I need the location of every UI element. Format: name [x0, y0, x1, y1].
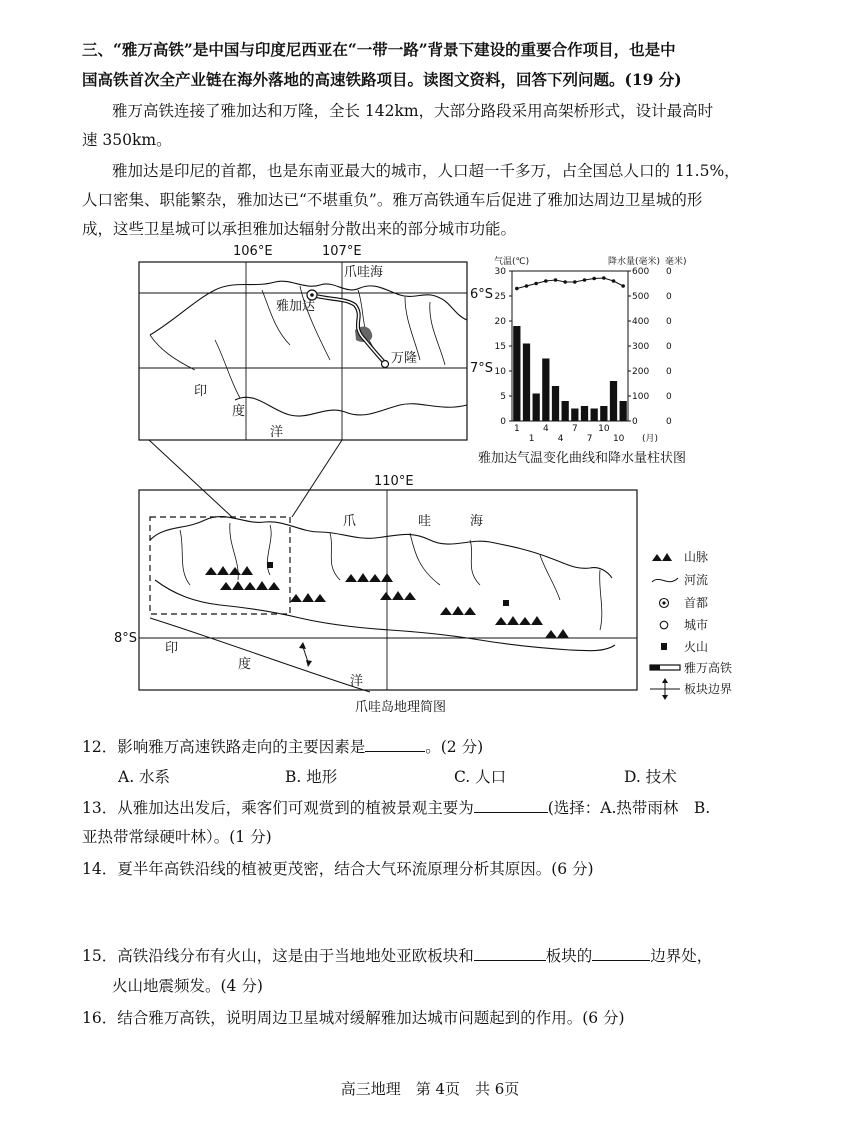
- question-15: [82, 944, 712, 966]
- precip-tick-zero: 0: [666, 267, 672, 277]
- question-13: [82, 796, 710, 818]
- x-tick-label-row2: 1: [528, 434, 535, 444]
- answer-blank-15b[interactable]: [592, 946, 650, 961]
- precip-tick-label: 300: [632, 342, 650, 352]
- temp-tick-label: 10: [494, 367, 506, 377]
- inset-lon1: 106°E: [233, 244, 273, 259]
- temp-point: [563, 280, 567, 284]
- paragraph1-line2: 速 350km。: [82, 131, 172, 149]
- inset-lon2: 107°E: [322, 244, 362, 259]
- temp-point: [544, 279, 548, 283]
- inset-ocean1: 印: [194, 384, 208, 399]
- precip-tick-label: 600: [632, 267, 650, 277]
- x-tick-label: 7: [571, 424, 578, 434]
- precip-tick-label: 200: [632, 367, 650, 377]
- temp-line: [517, 278, 623, 289]
- city-symbol: [382, 361, 389, 368]
- question-12-tail: 。(2 分): [425, 738, 484, 756]
- answer-blank-12[interactable]: [365, 737, 425, 752]
- section-title-line1: 三、“雅万高铁”是中国与印度尼西亚在“一带一路”背景下建设的重要合作项目，也是中: [82, 40, 676, 59]
- section-title-line2: 国高铁首次全产业链在海外落地的高速铁路项目。读图文资料，回答下列问题。(19 分): [82, 70, 682, 89]
- temp-point: [592, 277, 596, 281]
- inset-city2: 万隆: [391, 351, 418, 366]
- temp-point: [525, 284, 529, 288]
- x-tick-label-row2: 7: [586, 434, 593, 444]
- precip-tick-label: 400: [632, 317, 650, 327]
- main-ocean1: 印: [165, 641, 179, 656]
- temp-tick-label: 15: [494, 342, 506, 352]
- map-legend: [650, 550, 732, 700]
- temp-point: [583, 278, 587, 282]
- legend-plate-boundary: 板块边界: [684, 682, 733, 696]
- main-ocean3: 洋: [350, 674, 364, 689]
- option-12-c[interactable]: C. 人口: [454, 768, 507, 786]
- answer-blank-13[interactable]: [474, 798, 548, 813]
- main-sea3: 海: [470, 514, 484, 529]
- temp-point: [573, 280, 577, 284]
- precip-tick-zero: 0: [666, 392, 672, 402]
- precip-bar: [571, 409, 578, 422]
- option-12-b[interactable]: B. 地形: [285, 768, 338, 786]
- answer-blank-15a[interactable]: [474, 946, 546, 961]
- temp-point: [554, 278, 558, 282]
- legend-mountain: 山脉: [684, 550, 709, 564]
- legend-volcano: 火山: [684, 640, 709, 654]
- question-14: 14．夏半年高铁沿线的植被更茂密，结合大气环流原理分析其原因。(6 分): [82, 860, 594, 878]
- precip-bar: [600, 406, 607, 421]
- precip-bar: [620, 401, 627, 421]
- option-12-d[interactable]: D. 技术: [624, 768, 677, 786]
- inset-map: [139, 244, 493, 440]
- x-tick-label: 1: [513, 424, 520, 434]
- precip-tick-label: 500: [632, 292, 650, 302]
- x-tick-label-row2: 10: [612, 434, 625, 444]
- inset-city1: 雅加达: [276, 299, 316, 314]
- temp-point: [621, 284, 625, 288]
- legend-railway: 雅万高铁: [684, 661, 733, 675]
- inset-lat2: 7°S: [470, 361, 494, 376]
- x-tick-label: 4: [542, 424, 549, 434]
- question-12-text: 12．影响雅万高速铁路走向的主要因素是: [82, 738, 366, 756]
- precip-tick-zero: 0: [666, 342, 672, 352]
- precip-bar: [562, 401, 569, 421]
- inset-ocean2: 度: [232, 404, 246, 419]
- inset-ocean3: 洋: [270, 425, 284, 440]
- precip-tick-label: 100: [632, 392, 650, 402]
- question-15-line2: 火山地震频发。(4 分): [112, 977, 263, 995]
- main-lon: 110°E: [374, 474, 414, 489]
- paragraph2-line2: 人口密集、职能繁杂，雅加达已“不堪重负”。雅万高铁通车后促进了雅加达周边卫星城的形: [82, 191, 703, 209]
- inset-lat1: 6°S: [470, 287, 494, 302]
- precip-bar: [513, 326, 520, 421]
- precip-bar: [542, 359, 549, 422]
- chart-title: 雅加达气温变化曲线和降水量柱状图: [478, 451, 687, 466]
- figure-area: [0, 240, 860, 720]
- main-ocean2: 度: [238, 657, 252, 672]
- x-tick-label-row2: 4: [557, 434, 564, 444]
- question-15-text-a: 15．高铁沿线分布有火山，这是由于当地地处亚欧板块和: [82, 947, 474, 965]
- main-sea2: 哇: [418, 514, 432, 529]
- temp-tick-label: 25: [494, 292, 506, 302]
- climate-chart: [494, 255, 687, 444]
- question-13-text: 13．从雅加达出发后，乘客们可观赏到的植被景观主要为: [82, 799, 474, 817]
- question-16: 16．结合雅万高铁，说明周边卫星城对缓解雅加达城市问题起到的作用。(6 分): [82, 1009, 625, 1027]
- precip-tick-zero: 0: [666, 292, 672, 302]
- precip-tick-label: 0: [632, 417, 638, 427]
- precip-bar: [533, 394, 540, 422]
- precip-tick-zero: 0: [666, 417, 672, 427]
- temp-tick-label: 0: [500, 417, 506, 427]
- option-12-a[interactable]: A. 水系: [118, 768, 171, 786]
- question-13-tail: (选择：A.热带雨林 B.: [547, 799, 711, 817]
- precip-tick-zero: 0: [666, 367, 672, 377]
- legend-capital: 首都: [684, 596, 709, 610]
- legend-city: 城市: [684, 618, 709, 632]
- x-tick-label: 10: [598, 424, 610, 434]
- precip-bar: [610, 381, 617, 421]
- precip-tick-zero: 0: [666, 317, 672, 327]
- question-13-line2: 亚热带常绿硬叶林）。(1 分): [82, 828, 272, 846]
- chart-left-axis-label: 气温(℃): [494, 257, 530, 267]
- paragraph2-line3: 成，这些卫星城可以承担雅加达辐射分散出来的部分城市功能。: [82, 220, 517, 238]
- main-lat: 8°S: [114, 631, 138, 646]
- precip-bar: [581, 406, 588, 421]
- question-12: [82, 735, 483, 757]
- temp-tick-label: 5: [500, 392, 506, 402]
- x-unit: (月): [642, 434, 659, 444]
- question-15-text-c: 边界处，: [650, 947, 713, 965]
- inset-sea: 爪哇海: [344, 265, 384, 280]
- precip-bar: [552, 386, 559, 421]
- precip-bar: [523, 344, 530, 422]
- legend-river: 河流: [684, 573, 709, 587]
- temp-point: [515, 287, 519, 291]
- main-map: [114, 474, 637, 692]
- paragraph1-line1: 雅万高铁连接了雅加达和万隆，全长 142km，大部分路段采用高架桥形式，设计最高时: [112, 102, 714, 120]
- temp-tick-label: 30: [494, 267, 506, 277]
- chart-right-unit-dup: 毫米): [665, 257, 687, 267]
- temp-point: [612, 279, 616, 283]
- main-map-caption: 爪哇岛地理简图: [355, 700, 447, 715]
- paragraph2-line1: 雅加达是印尼的首都，也是东南亚最大的城市，人口超一千多万，占全国总人口的 11.5%，: [112, 162, 740, 180]
- precip-bar: [591, 409, 598, 422]
- chart-right-axis-label: 降水量(毫米): [608, 257, 661, 267]
- temp-point: [602, 276, 606, 280]
- question-15-text-b: 板块的: [545, 947, 593, 965]
- page-footer: 高三地理 第 4页 共 6页: [340, 1080, 520, 1098]
- main-sea1: 爪: [343, 514, 357, 529]
- temp-tick-label: 20: [494, 317, 506, 327]
- temp-point: [534, 282, 538, 286]
